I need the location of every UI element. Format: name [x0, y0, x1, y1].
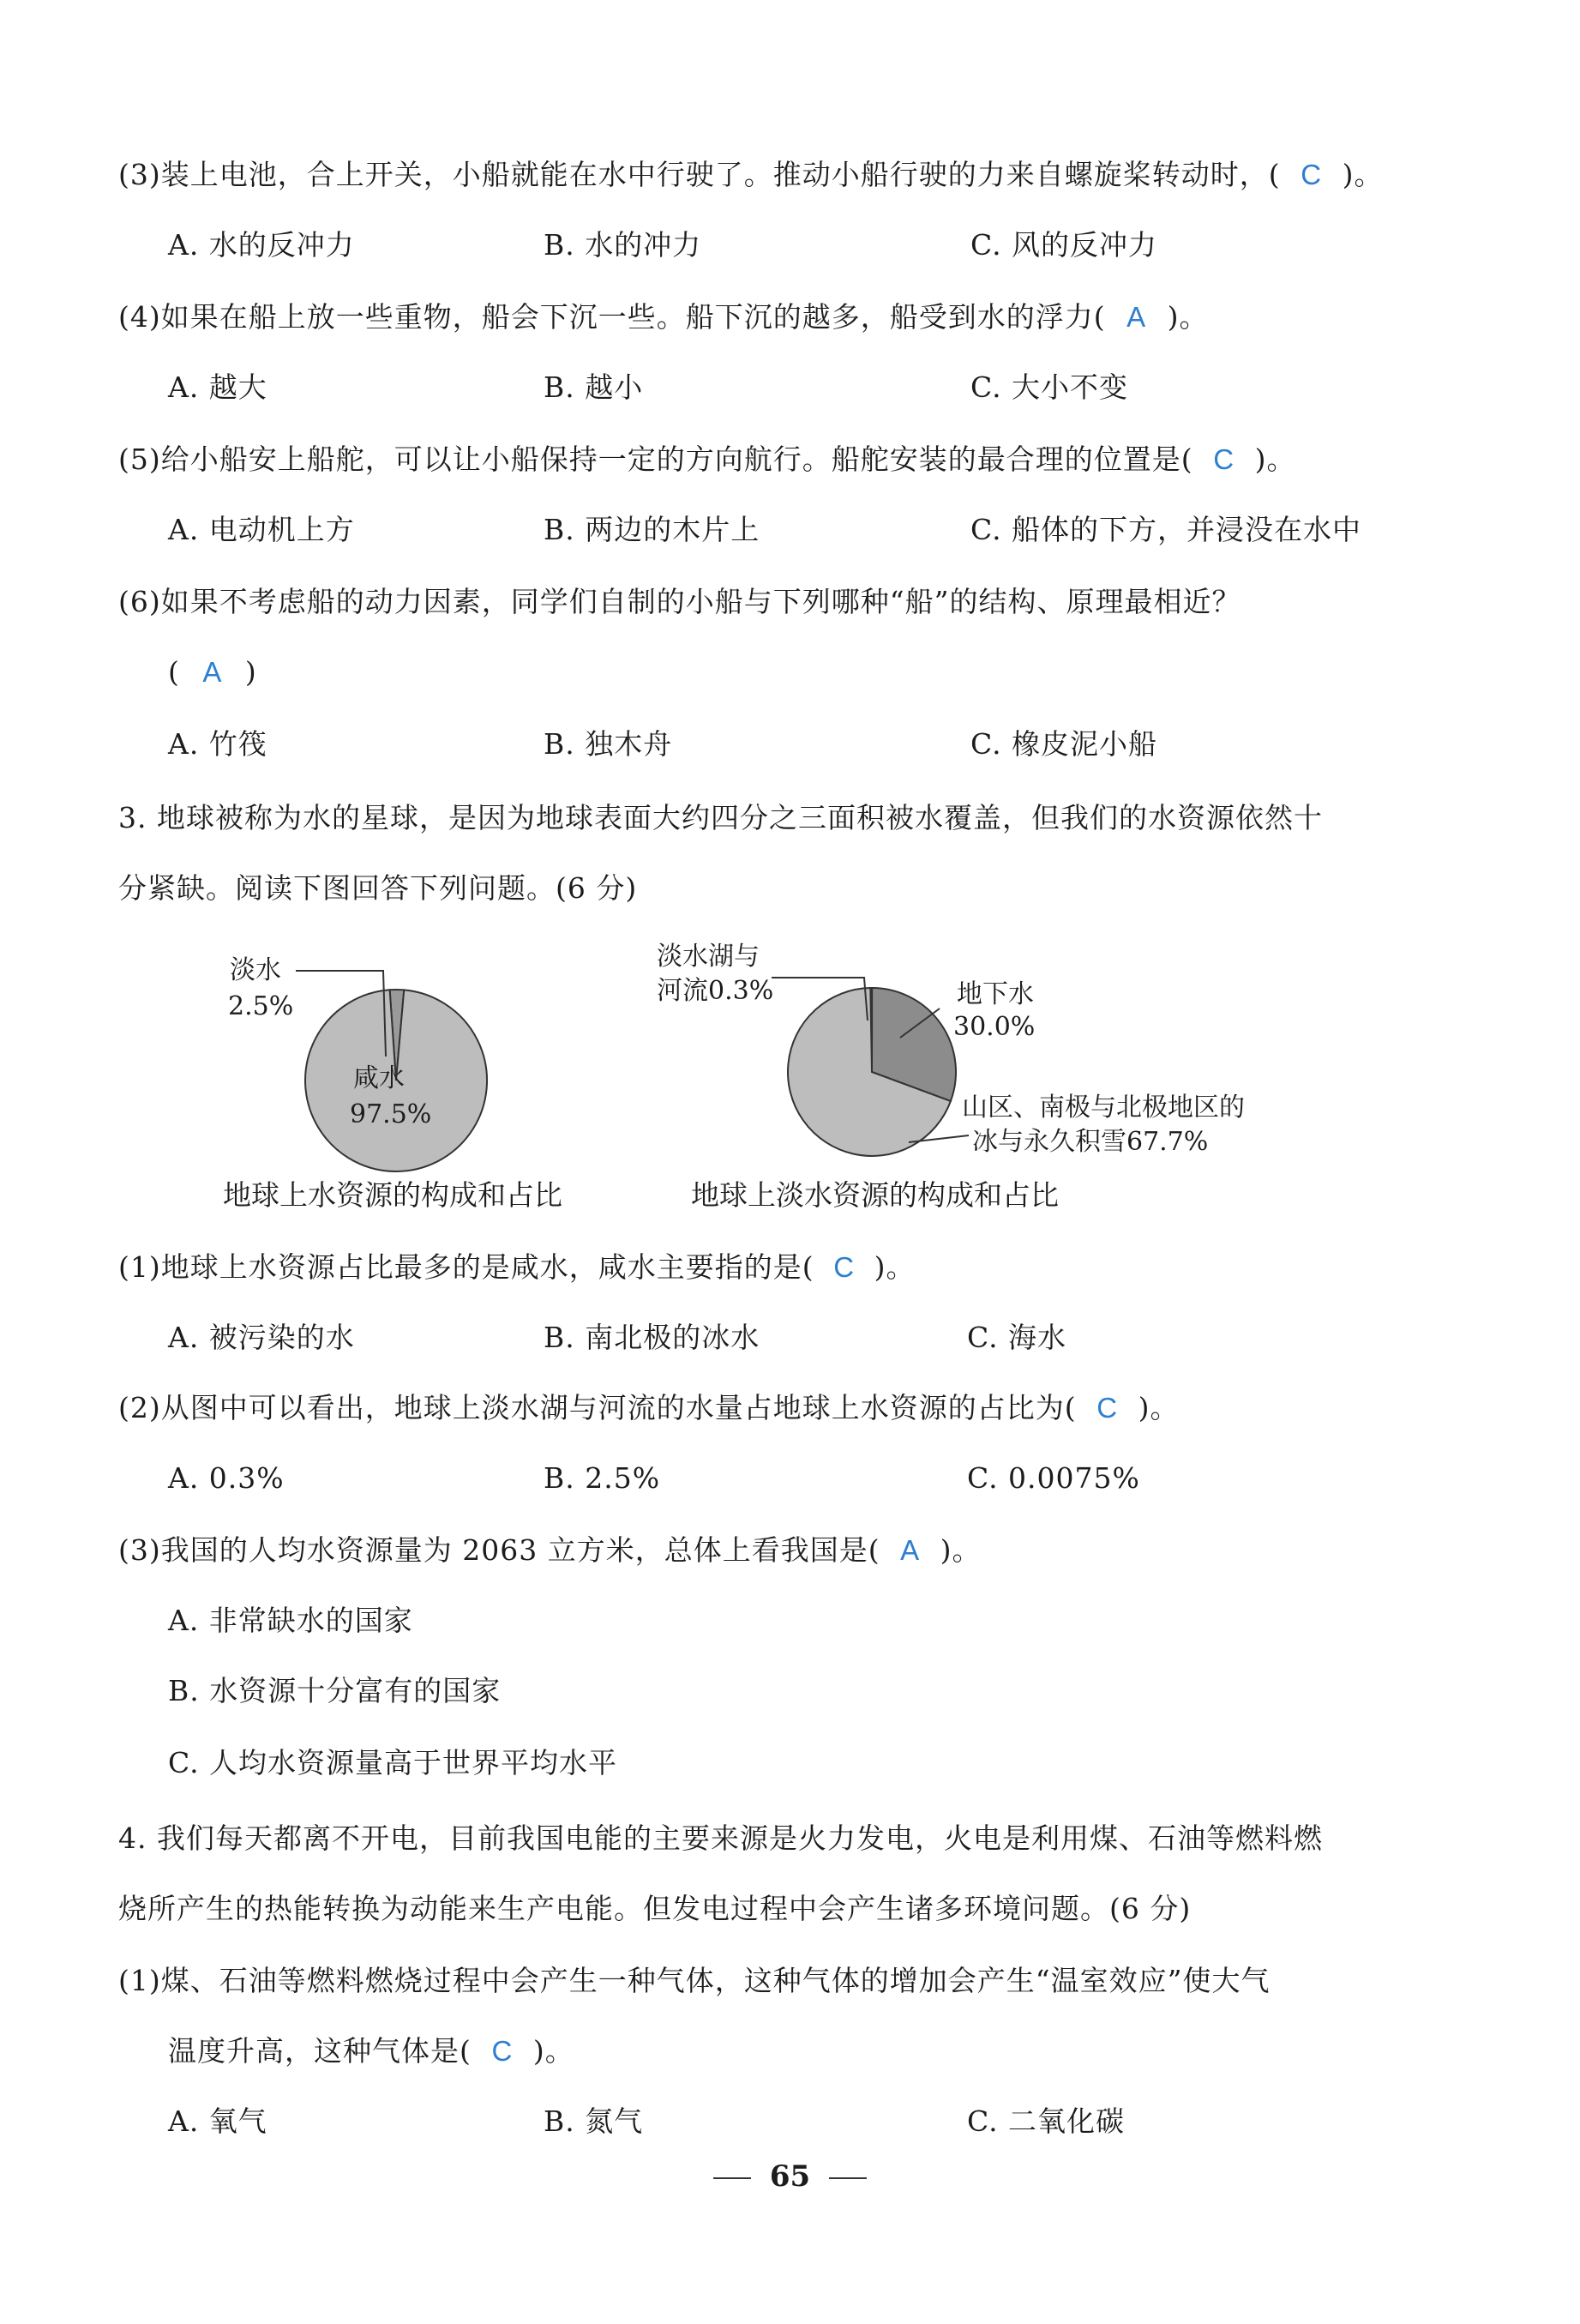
- answer-mark: C: [1213, 443, 1235, 475]
- stem-text: )。: [1342, 158, 1384, 191]
- option-a: A. 0.3%: [168, 1461, 285, 1495]
- answer-mark: C: [491, 2035, 514, 2067]
- option-b: B. 独木舟: [544, 727, 673, 761]
- label-fresh-water: 淡水: [230, 955, 281, 985]
- dash-right: [829, 2177, 867, 2179]
- chart1-caption: 地球上水资源的构成和占比: [223, 1178, 562, 1212]
- q2-3-stem: [118, 158, 1384, 192]
- option-b: B. 2.5%: [544, 1461, 661, 1495]
- option-c: C. 人均水资源量高于世界平均水平: [168, 1746, 618, 1779]
- label-lakes-rivers-line1: 淡水湖与: [657, 942, 760, 972]
- q2-6-stem: (6)如果不考虑船的动力因素，同学们自制的小船与下列哪种“船”的结构、原理最相近？: [118, 585, 1241, 618]
- label-ice-snow-line2: 冰与永久积雪67.7%: [972, 1127, 1209, 1157]
- option-c: C. 橡皮泥小船: [970, 727, 1158, 761]
- q3-stem-line2: 分紧缺。阅读下图回答下列问题。(6 分): [118, 871, 638, 905]
- stem-text: (3)装上电池，合上开关，小船就能在水中行驶了。推动小船行驶的力来自螺旋桨转动时，(: [118, 158, 1281, 191]
- stem-text: (1)地球上水资源占比最多的是咸水，咸水主要指的是(: [118, 1250, 814, 1284]
- q3-2-stem: [118, 1391, 1180, 1425]
- leader-lines-chart2: [772, 969, 977, 1175]
- stem-text: (4)如果在船上放一些重物，船会下沉一些。船下沉的越多，船受到水的浮力(: [118, 300, 1106, 334]
- option-c: C. 大小不变: [970, 370, 1129, 404]
- stem-text: )。: [874, 1250, 916, 1284]
- option-b: B. 水资源十分富有的国家: [168, 1674, 502, 1707]
- stem-text: )。: [1167, 300, 1209, 334]
- answer-mark: A: [1126, 301, 1147, 333]
- label-salt-water-value: 97.5%: [350, 1099, 432, 1129]
- q2-4-stem: [118, 300, 1209, 334]
- q3-3-stem: [118, 1533, 981, 1568]
- q3-stem-line1: 3. 地球被称为水的星球，是因为地球表面大约四分之三面积被水覆盖，但我们的水资源依然十: [118, 801, 1323, 834]
- leader-line-fresh-water: [296, 960, 416, 1029]
- option-b: B. 两边的木片上: [544, 513, 760, 546]
- option-a: A. 电动机上方: [168, 513, 355, 546]
- chart2-caption: 地球上淡水资源的构成和占比: [691, 1178, 1059, 1212]
- option-a: A. 水的反冲力: [168, 228, 355, 262]
- answer-mark: C: [1301, 159, 1323, 190]
- label-groundwater-line1: 地下水: [957, 979, 1034, 1009]
- q2-5-stem: [118, 443, 1296, 477]
- option-c: C. 风的反冲力: [970, 228, 1158, 262]
- label-groundwater-line2: 30.0%: [953, 1012, 1036, 1042]
- label-salt-water: 咸水: [353, 1063, 405, 1093]
- stem-text: )。: [1138, 1391, 1180, 1424]
- paren-close: ): [244, 655, 257, 689]
- option-a: A. 竹筏: [168, 727, 267, 761]
- option-c: C. 船体的下方，并浸没在水中: [970, 513, 1362, 546]
- option-b: B. 越小: [544, 370, 644, 404]
- q4-1-stem-line2: [168, 2034, 574, 2068]
- option-a: A. 越大: [168, 370, 267, 404]
- answer-mark: C: [1096, 1392, 1119, 1424]
- page-number-text: 65: [769, 2159, 811, 2194]
- option-b: B. 水的冲力: [544, 228, 702, 262]
- paren-open: (: [168, 655, 180, 689]
- answer-mark: C: [833, 1251, 856, 1283]
- option-c: C. 0.0075%: [967, 1461, 1140, 1495]
- option-b: B. 南北极的冰水: [544, 1321, 760, 1354]
- stem-text: )。: [532, 2034, 574, 2068]
- option-c: C. 海水: [967, 1321, 1067, 1354]
- stem-text: )。: [1254, 443, 1296, 476]
- option-a: A. 非常缺水的国家: [168, 1604, 413, 1637]
- q4-1-stem-line1: (1)煤、石油等燃料燃烧过程中会产生一种气体，这种气体的增加会产生“温室效应”使大气: [118, 1964, 1271, 1997]
- stem-text: (2)从图中可以看出，地球上淡水湖与河流的水量占地球上水资源的占比为(: [118, 1391, 1077, 1424]
- label-fresh-water-value: 2.5%: [228, 991, 294, 1021]
- option-a: A. 被污染的水: [168, 1321, 355, 1354]
- label-lakes-rivers-line2: 河流0.3%: [657, 976, 774, 1006]
- q4-stem-line1: 4. 我们每天都离不开电，目前我国电能的主要来源是火力发电，火电是利用煤、石油等燃料燃: [118, 1821, 1323, 1855]
- stem-text: (3)我国的人均水资源量为 2063 立方米，总体上看我国是(: [118, 1533, 880, 1567]
- q2-6-answer-line: [168, 655, 257, 689]
- stem-text: )。: [940, 1533, 982, 1567]
- stem-text: 温度升高，这种气体是(: [168, 2034, 472, 2068]
- answer-mark: A: [900, 1534, 921, 1566]
- option-a: A. 氧气: [168, 2104, 267, 2138]
- answer-mark: A: [202, 656, 223, 688]
- label-ice-snow-line1: 山区、南极与北极地区的: [962, 1093, 1245, 1123]
- dash-left: [713, 2177, 751, 2179]
- option-c: C. 二氧化碳: [967, 2104, 1126, 2138]
- page-number: [0, 2159, 1580, 2194]
- q4-stem-line2: 烧所产生的热能转换为动能来生产电能。但发电过程中会产生诸多环境问题。(6 分): [118, 1892, 1192, 1925]
- stem-text: (5)给小船安上船舵，可以让小船保持一定的方向航行。船舵安装的最合理的位置是(: [118, 443, 1193, 476]
- option-b: B. 氮气: [544, 2104, 644, 2138]
- q3-1-stem: [118, 1250, 916, 1285]
